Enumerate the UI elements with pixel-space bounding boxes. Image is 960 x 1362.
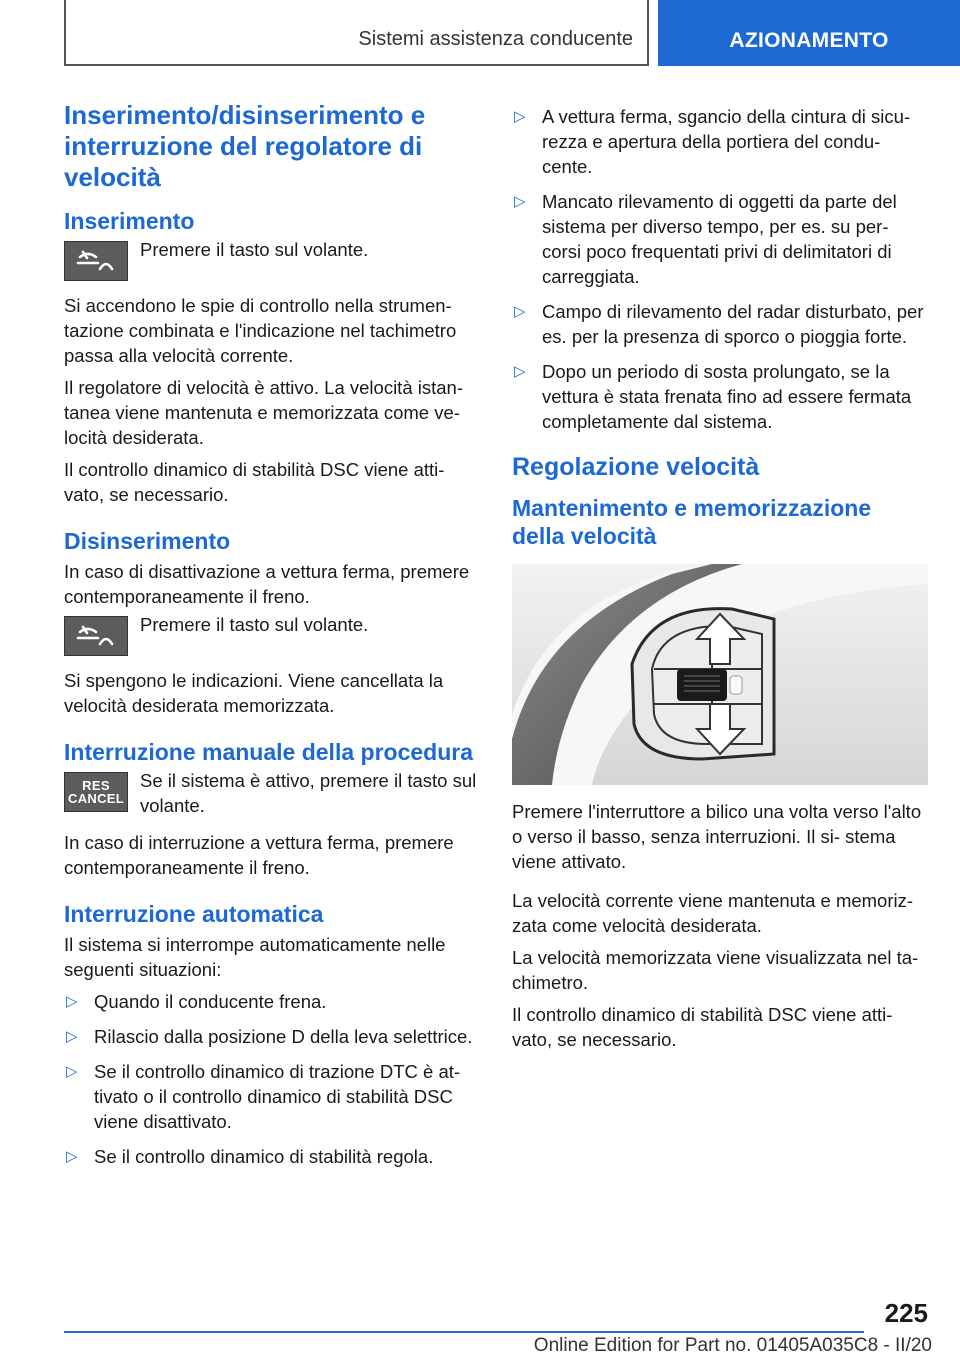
paragraph: La velocità memorizzata viene visualizzata nel ta‐ chimetro. [512, 947, 919, 993]
res-label: RES [82, 778, 110, 793]
cancel-label: CANCEL [68, 791, 124, 806]
icon-text-inserimento: Premere il tasto sul volante. [140, 239, 369, 260]
bullet-list-continued [512, 104, 928, 434]
paragraph: In caso di disattivazione a vettura ferma, premere contemporaneamente il freno. [64, 561, 470, 607]
left-column [64, 100, 478, 1179]
paragraph: Il controllo dinamico di stabilità DSC viene atti‐ vato, se necessario. [512, 1004, 893, 1050]
list-item: ▷ Campo di rilevamento del radar disturbato, per es. per la presenza di sporco o pioggia forte. [512, 299, 928, 349]
list-item: ▷ Mancato rilevamento di oggetti da parte del sistema per diverso tempo, per es. su per‐ corsi poco frequentati privi di delimitatori di carreggiata. [512, 189, 928, 289]
heading-interruzione-automatica: Interruzione automatica [64, 901, 324, 927]
section-title: Inserimento/disinserimento e interruzione del regolatore di velocità [64, 100, 426, 192]
list-item: ▷ Rilascio dalla posizione D della leva selettrice. [64, 1024, 478, 1049]
steering-wheel-switch-photo [512, 564, 928, 785]
footer-edition-text: Online Edition for Part no. 01405A035C8 - II/20 [533, 1335, 932, 1356]
right-column [512, 100, 928, 1059]
heading-interruzione-manuale: Interruzione manuale della procedura [64, 739, 473, 765]
cruise-control-button-icon [64, 241, 128, 281]
icon-text-manuale: Se il sistema è attivo, premere il tasto sul volante. [140, 770, 477, 816]
heading-inserimento: Inserimento [64, 208, 195, 234]
paragraph: Il controllo dinamico di stabilità DSC viene atti‐ vato, se necessario. [64, 459, 445, 505]
page-header [0, 0, 960, 66]
list-item: ▷ Se il controllo dinamico di stabilità regola. [64, 1144, 478, 1169]
heading-regolazione-velocita: Regolazione velocità [512, 453, 760, 481]
cruise-control-button-icon [64, 616, 128, 656]
icon-row-inserimento [64, 241, 478, 281]
list-item: ▷ Se il controllo dinamico di trazione DTC è at‐ tivato o il controllo dinamico di stabilità DSC viene disattivato. [64, 1059, 478, 1134]
paragraph: La velocità corrente viene mantenuta e memoriz‐ zata come velocità desiderata. [512, 890, 914, 936]
paragraph: Il sistema si interrompe automaticamente nelle seguenti situazioni: [64, 934, 446, 980]
list-item: ▷ Quando il conducente frena. [64, 989, 478, 1014]
footer-divider [64, 1331, 864, 1333]
icon-row-manuale [64, 772, 478, 818]
icon-row-disinserimento [64, 616, 478, 656]
paragraph: Si accendono le spie di controllo nella strumen‐ tazione combinata e l'indicazione nel tachimetro passa alla velocità corrente. [64, 295, 457, 366]
list-item: ▷ A vettura ferma, sgancio della cintura di sicu‐ rezza e apertura della portiera del condu‐ cente. [512, 104, 928, 179]
paragraph: Il regolatore di velocità è attivo. La velocità istan‐ tanea viene mantenuta e memorizzata come ve‐ locità desiderata. [64, 377, 463, 448]
bullet-list-automatica [64, 989, 478, 1169]
icon-text-disinserimento: Premere il tasto sul volante. [140, 614, 369, 635]
res-cancel-button-icon [64, 772, 128, 812]
header-chapter-tab: AZIONAMENTO [658, 0, 960, 66]
header-section-title: Sistemi assistenza conducente [64, 0, 649, 66]
paragraph: Si spengono le indicazioni. Viene cancellata la velocità desiderata memorizzata. [64, 670, 444, 716]
heading-mantenimento: Mantenimento e memorizzazione della velocità [512, 495, 872, 549]
page-number: 225 [884, 1298, 928, 1328]
list-item: ▷ Dopo un periodo di sosta prolungato, se la vettura è stata frenata fino ad essere fermata completamente dal sistema. [512, 359, 928, 434]
paragraph: Premere l'interruttore a bilico una volta verso l'alto o verso il basso, senza interruzioni. Il si‐ stema viene attivato. [512, 801, 922, 872]
heading-disinserimento: Disinserimento [64, 528, 231, 554]
paragraph: In caso di interruzione a vettura ferma, premere contemporaneamente il freno. [64, 832, 454, 878]
